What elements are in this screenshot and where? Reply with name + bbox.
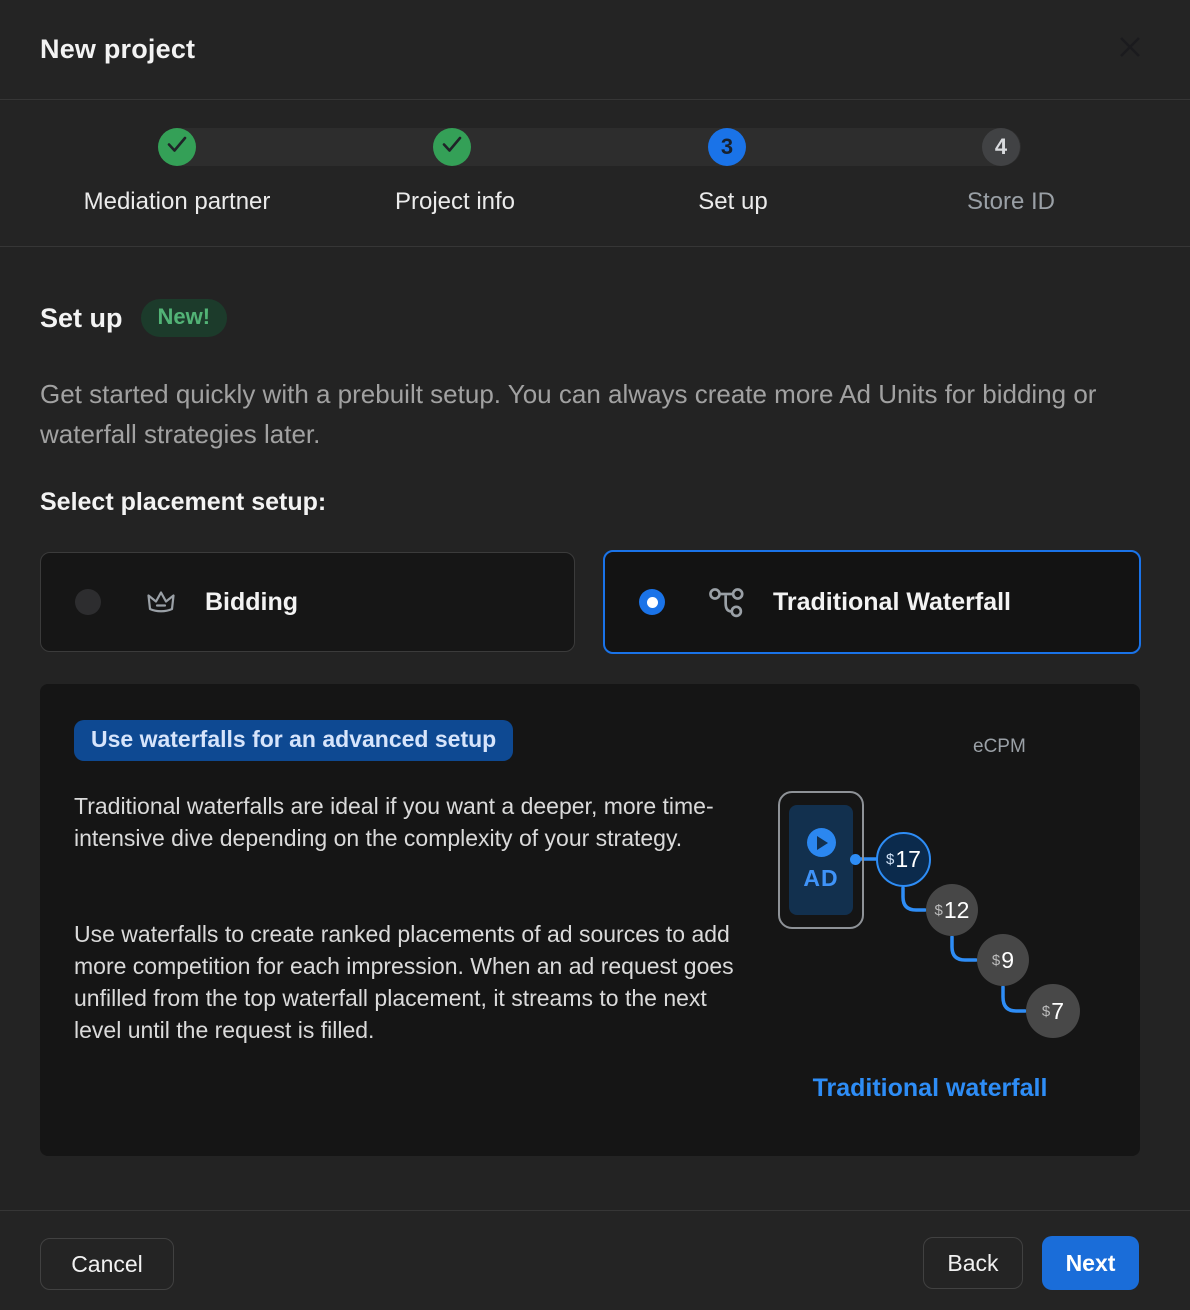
node-12-currency: $	[934, 901, 943, 919]
waterfall-paragraph-2: Use waterfalls to create ranked placements of ad sources to add more competition for each impression. When an ad request goes unfilled from the top waterfall placement, it streams to the next level until the request is filled.	[74, 921, 734, 1043]
new-badge: New!	[141, 299, 228, 337]
step-4-number: 4	[994, 134, 1008, 159]
node-7-currency: $	[1041, 1002, 1051, 1020]
node-17-value: 17	[895, 846, 921, 872]
setup-heading: Set up	[40, 302, 123, 333]
option-card-traditional-waterfall[interactable]	[603, 550, 1141, 654]
back-button[interactable]: Back	[923, 1237, 1023, 1289]
ad-label: AD	[803, 865, 839, 891]
option-card-bidding[interactable]	[40, 552, 575, 652]
waterfall-caption: Traditional waterfall	[812, 1074, 1048, 1102]
waterfall-badge: Use waterfalls for an advanced setup	[74, 720, 513, 761]
bidding-label: Bidding	[205, 587, 299, 616]
step-label-store-id: Store ID	[966, 188, 1056, 215]
ecpm-node-9	[977, 934, 1029, 986]
step-label-set-up: Set up	[698, 188, 768, 215]
node-9-value: 9	[1001, 946, 1015, 973]
connector-dot	[850, 854, 861, 865]
ecpm-node-17	[876, 832, 931, 887]
step-2-indicator	[433, 128, 471, 166]
ecpm-label: eCPM	[973, 736, 1026, 757]
next-button[interactable]: Next	[1042, 1236, 1139, 1290]
setup-description: Get started quickly with a prebuilt setup. You can always create more Ad Units for bidding or waterfall strategies later.	[40, 379, 1097, 449]
waterfall-info-card	[40, 684, 1140, 1156]
step-3-indicator	[708, 128, 746, 166]
wizard-stepper	[0, 101, 1190, 247]
select-placement-label: Select placement setup:	[40, 488, 327, 516]
waterfall-branch-icon	[707, 586, 747, 618]
step-4-indicator	[982, 128, 1020, 166]
traditional-waterfall-label: Traditional Waterfall	[773, 587, 1012, 616]
step-3-number: 3	[720, 134, 734, 159]
check-icon	[158, 125, 196, 169]
ecpm-node-7	[1026, 984, 1080, 1038]
step-1-indicator	[158, 128, 196, 166]
phone-screen	[789, 805, 853, 915]
close-button[interactable]	[1110, 30, 1150, 70]
traditional-waterfall-radio[interactable]	[639, 589, 665, 615]
step-label-mediation-partner: Mediation partner	[83, 188, 271, 215]
node-12-value: 12	[943, 896, 970, 923]
stepper-track	[158, 128, 1021, 166]
modal-footer	[0, 1210, 1190, 1310]
cancel-button[interactable]: Cancel	[40, 1238, 174, 1290]
ecpm-node-12	[926, 884, 978, 936]
modal-header	[0, 0, 1190, 100]
setup-heading-row	[40, 299, 227, 337]
node-9-currency: $	[991, 951, 1001, 969]
play-icon	[807, 828, 836, 857]
crown-icon	[143, 587, 179, 617]
close-icon	[1112, 29, 1148, 70]
node-7-value: 7	[1051, 997, 1065, 1024]
waterfall-diagram	[740, 684, 1140, 1144]
step-label-project-info: Project info	[394, 188, 516, 215]
modal-title: New project	[40, 34, 196, 64]
waterfall-paragraph-1: Traditional waterfalls are ideal if you want a deeper, more time-intensive dive depending on the complexity of your strategy.	[74, 793, 714, 851]
node-17-currency: $	[886, 851, 895, 868]
check-icon	[433, 125, 471, 169]
bidding-radio[interactable]	[75, 589, 101, 615]
